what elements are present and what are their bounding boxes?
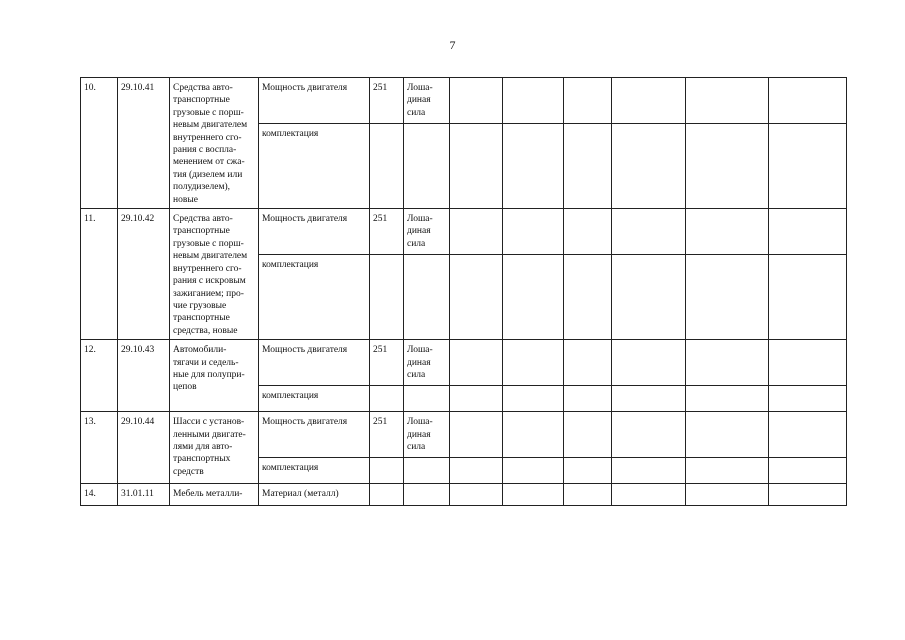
empty-cell <box>370 386 404 412</box>
table-row <box>81 412 847 458</box>
unit-name-cell-text: Лоша- диная сила <box>407 214 433 249</box>
empty-cell <box>404 124 450 209</box>
empty-cell <box>503 255 564 340</box>
unit-code-cell: 251 <box>370 412 404 458</box>
empty-cell <box>503 386 564 412</box>
empty-cell <box>612 412 686 458</box>
empty-cell <box>686 209 769 255</box>
product-name <box>170 78 259 209</box>
unit-name-cell <box>404 78 450 124</box>
unit-name-cell <box>404 412 450 458</box>
empty-cell <box>450 209 503 255</box>
empty-cell <box>404 458 450 484</box>
unit-code-cell: 251 <box>370 340 404 386</box>
empty-cell <box>612 484 686 506</box>
empty-cell <box>612 340 686 386</box>
empty-cell <box>564 458 612 484</box>
table-row <box>81 484 847 506</box>
unit-name-cell-text: Лоша- диная сила <box>407 83 433 118</box>
empty-cell <box>612 124 686 209</box>
empty-cell <box>564 78 612 124</box>
empty-cell <box>450 484 503 506</box>
product-name <box>170 340 259 412</box>
empty-cell <box>612 386 686 412</box>
characteristic-cell: Материал (металл) <box>259 484 370 506</box>
empty-cell <box>686 124 769 209</box>
empty-cell <box>686 458 769 484</box>
empty-cell <box>503 209 564 255</box>
empty-cell <box>612 78 686 124</box>
empty-cell <box>769 458 847 484</box>
product-name <box>170 412 259 484</box>
characteristic-cell: Мощность двигателя <box>259 209 370 255</box>
empty-cell <box>564 484 612 506</box>
row-number: 11. <box>81 209 118 340</box>
empty-cell <box>370 124 404 209</box>
empty-cell <box>404 255 450 340</box>
empty-cell <box>503 340 564 386</box>
empty-cell <box>612 458 686 484</box>
empty-cell <box>564 412 612 458</box>
empty-cell <box>450 124 503 209</box>
row-number: 13. <box>81 412 118 484</box>
characteristic-cell: комплектация <box>259 255 370 340</box>
row-number: 10. <box>81 78 118 209</box>
unit-code-cell <box>370 484 404 506</box>
empty-cell <box>450 386 503 412</box>
unit-name-cell <box>404 484 450 506</box>
product-name <box>170 484 259 506</box>
empty-cell <box>404 386 450 412</box>
empty-cell <box>686 78 769 124</box>
empty-cell <box>769 124 847 209</box>
empty-cell <box>612 209 686 255</box>
characteristic-cell: комплектация <box>259 386 370 412</box>
table-row <box>81 78 847 124</box>
unit-name-cell <box>404 340 450 386</box>
product-name <box>170 209 259 340</box>
empty-cell <box>769 340 847 386</box>
empty-cell <box>450 412 503 458</box>
empty-cell <box>503 124 564 209</box>
empty-cell <box>450 255 503 340</box>
okpd-code: 29.10.43 <box>118 340 170 412</box>
unit-code-cell: 251 <box>370 209 404 255</box>
row-number: 12. <box>81 340 118 412</box>
empty-cell <box>686 340 769 386</box>
empty-cell <box>450 340 503 386</box>
empty-cell <box>370 255 404 340</box>
empty-cell <box>769 78 847 124</box>
okpd-code: 29.10.41 <box>118 78 170 209</box>
product-name-text: Средства авто- транспортные грузовые с порш- невым двигателем внутреннего сго- рания с воспла- менением от сжа- тия (дизелем или полудизелем), новые <box>173 83 248 205</box>
empty-cell <box>686 412 769 458</box>
characteristic-cell: Мощность двигателя <box>259 340 370 386</box>
okpd-code: 29.10.42 <box>118 209 170 340</box>
unit-name-cell-text: Лоша- диная сила <box>407 417 433 452</box>
empty-cell <box>370 458 404 484</box>
characteristic-cell: Мощность двигателя <box>259 78 370 124</box>
empty-cell <box>564 255 612 340</box>
empty-cell <box>769 386 847 412</box>
empty-cell <box>503 412 564 458</box>
table-row <box>81 340 847 386</box>
empty-cell <box>503 484 564 506</box>
product-name-text: Автомобили- тягачи и седель- ные для полупри- цепов <box>173 345 245 393</box>
empty-cell <box>503 458 564 484</box>
characteristic-cell: Мощность двигателя <box>259 412 370 458</box>
row-number: 14. <box>81 484 118 506</box>
okpd-code: 29.10.44 <box>118 412 170 484</box>
empty-cell <box>564 124 612 209</box>
empty-cell <box>769 255 847 340</box>
characteristic-cell: комплектация <box>259 458 370 484</box>
empty-cell <box>686 386 769 412</box>
unit-code-cell: 251 <box>370 78 404 124</box>
empty-cell <box>769 412 847 458</box>
empty-cell <box>564 386 612 412</box>
product-name-text: Мебель металли- <box>173 489 243 500</box>
okpd-code: 31.01.11 <box>118 484 170 506</box>
empty-cell <box>686 484 769 506</box>
empty-cell <box>564 340 612 386</box>
catalog-table <box>80 77 847 506</box>
unit-name-cell-text: Лоша- диная сила <box>407 345 433 380</box>
empty-cell <box>503 78 564 124</box>
table-row <box>81 209 847 255</box>
product-name-text: Средства авто- транспортные грузовые с порш- невым двигателем внутреннего сго- рания с искровым зажиганием; про- чие грузовые транспортные средства, новые <box>173 214 248 336</box>
product-name-text: Шасси с установ- ленными двигате- лями для авто- транспортных средств <box>173 417 246 477</box>
empty-cell <box>450 78 503 124</box>
empty-cell <box>686 255 769 340</box>
empty-cell <box>612 255 686 340</box>
empty-cell <box>564 209 612 255</box>
characteristic-cell: комплектация <box>259 124 370 209</box>
empty-cell <box>450 458 503 484</box>
empty-cell <box>769 484 847 506</box>
unit-name-cell <box>404 209 450 255</box>
empty-cell <box>769 209 847 255</box>
page-number: 7 <box>449 38 456 52</box>
